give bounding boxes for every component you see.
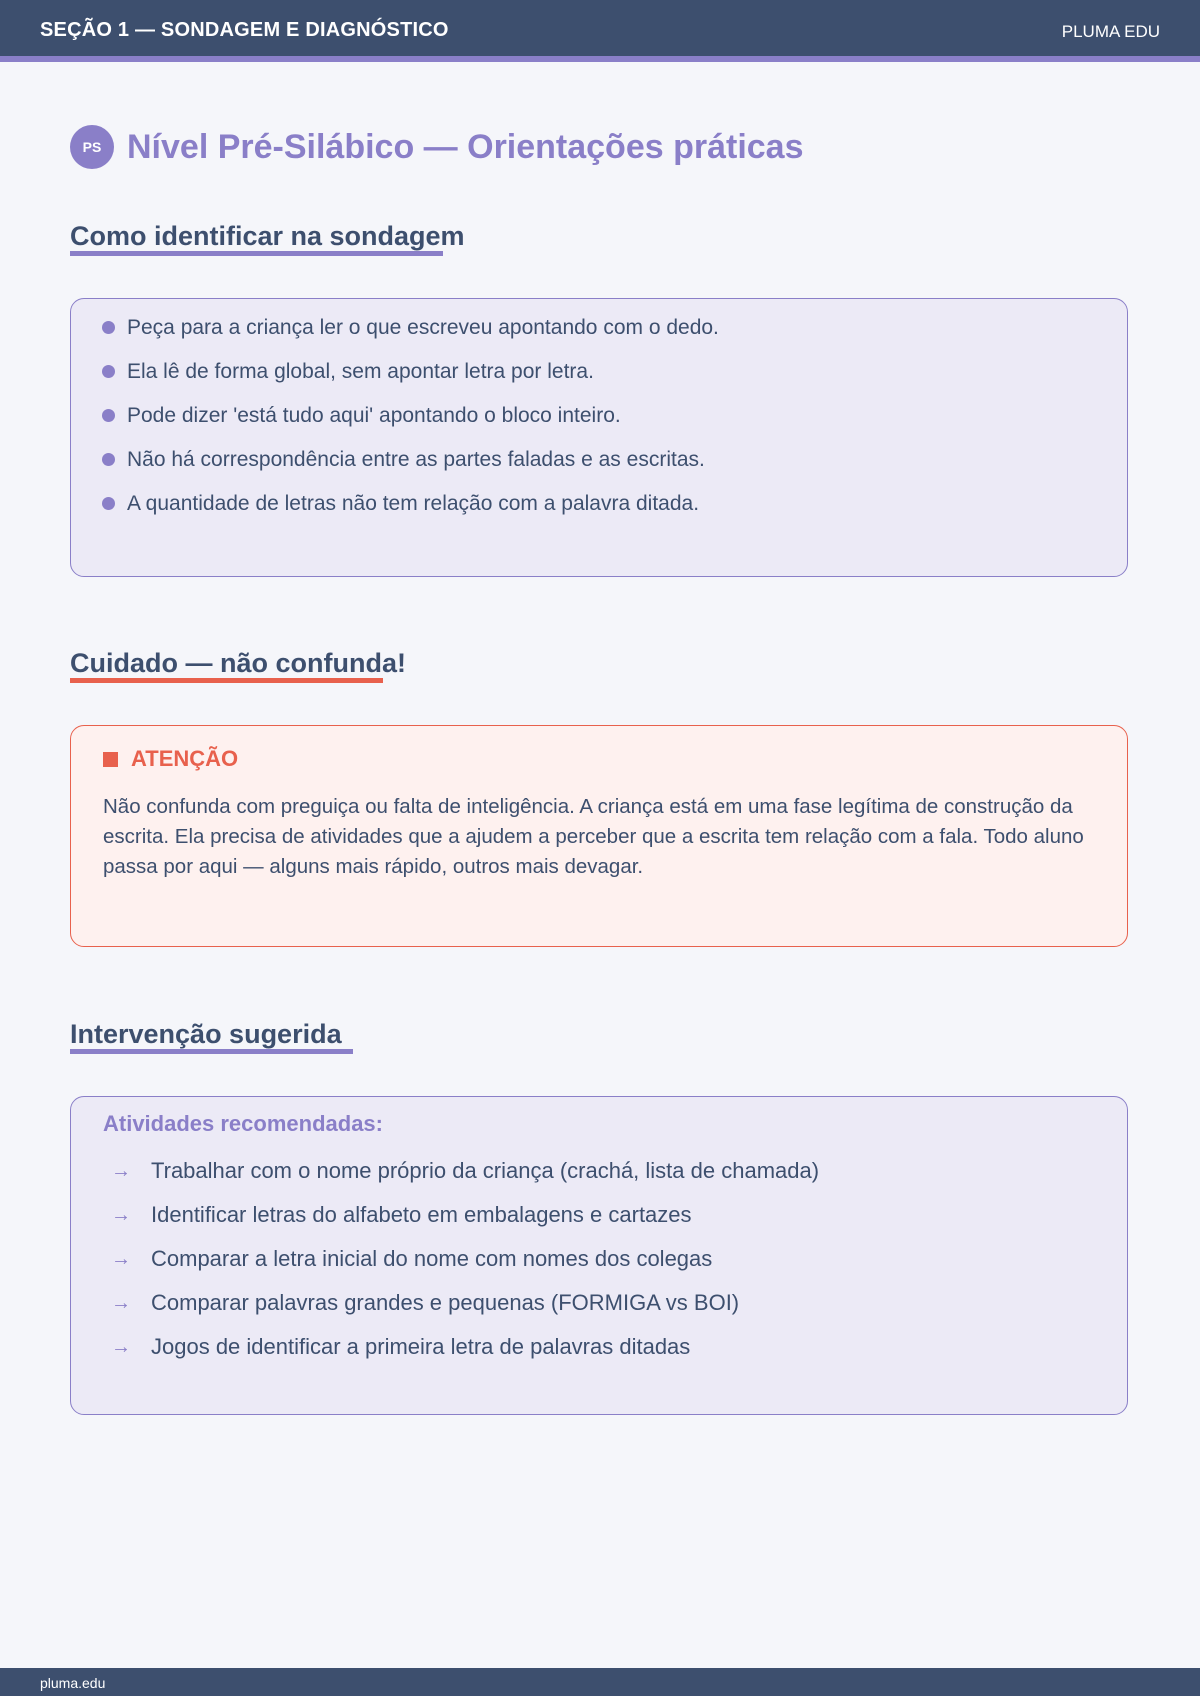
arrow-right-icon: → bbox=[111, 1248, 131, 1270]
identify-list bbox=[71, 299, 1127, 526]
footer-url: pluma.edu bbox=[40, 1675, 106, 1691]
bullet-dot-icon bbox=[102, 453, 115, 466]
title-row bbox=[70, 124, 804, 170]
warning-title bbox=[103, 746, 238, 772]
warning-label: ATENÇÃO bbox=[131, 746, 239, 771]
list-item: Não há correspondência entre as partes faladas e as escritas. bbox=[71, 438, 1127, 482]
arrow-right-icon: → bbox=[111, 1336, 131, 1358]
list-item: Peça para a criança ler o que escreveu apontando com o dedo. bbox=[71, 306, 1127, 350]
identify-box bbox=[70, 298, 1128, 577]
caution-box bbox=[70, 725, 1128, 947]
identify-heading: Como identificar na sondagem bbox=[70, 221, 465, 251]
page-header bbox=[0, 0, 1200, 62]
section-label: SEÇÃO 1 — SONDAGEM E DIAGNÓSTICO bbox=[40, 19, 449, 41]
bullet-dot-icon bbox=[102, 365, 115, 378]
arrow-right-icon: → bbox=[111, 1160, 131, 1182]
warning-text: Não confunda com preguiça ou falta de inteligência. A criança está em uma fase legítima de construção da escrita. Ela precisa de atividades que a ajudem a perceber que a escrita tem relação com a fala. Todo aluno passa por aqui — alguns mais rápido, outros mais devagar. bbox=[103, 795, 1084, 878]
arrow-right-icon: → bbox=[111, 1292, 131, 1314]
brand-name: PLUMA EDU bbox=[1061, 22, 1160, 41]
list-item: → Comparar palavras grandes e pequenas (FORMIGA vs BOI) bbox=[71, 1281, 819, 1325]
bullet-dot-icon bbox=[102, 497, 115, 510]
list-item: A quantidade de letras não tem relação com a palavra ditada. bbox=[71, 482, 1127, 526]
list-item: → Identificar letras do alfabeto em embalagens e cartazes bbox=[71, 1193, 819, 1237]
activities-list bbox=[71, 1149, 819, 1369]
intervention-box bbox=[70, 1096, 1128, 1415]
list-item: → Trabalhar com o nome próprio da criança (crachá, lista de chamada) bbox=[71, 1149, 819, 1193]
identify-heading-underline bbox=[70, 251, 443, 256]
arrow-right-icon: → bbox=[111, 1204, 131, 1226]
page-title: Nível Pré-Silábico — Orientações práticas bbox=[127, 127, 804, 166]
list-item: Ela lê de forma global, sem apontar letra por letra. bbox=[71, 350, 1127, 394]
bullet-dot-icon bbox=[102, 321, 115, 334]
list-item: → Jogos de identificar a primeira letra de palavras ditadas bbox=[71, 1325, 819, 1369]
list-item: → Comparar a letra inicial do nome com nomes dos colegas bbox=[71, 1237, 819, 1281]
list-item: Pode dizer 'está tudo aqui' apontando o bloco inteiro. bbox=[71, 394, 1127, 438]
caution-heading-underline bbox=[70, 678, 383, 683]
intervention-heading-underline bbox=[70, 1049, 353, 1054]
intervention-heading: Intervenção sugerida bbox=[70, 1019, 342, 1049]
level-badge: PS bbox=[70, 125, 114, 169]
bullet-dot-icon bbox=[102, 409, 115, 422]
page-footer bbox=[0, 1668, 1200, 1696]
activities-title: Atividades recomendadas: bbox=[103, 1111, 383, 1136]
warning-square-icon bbox=[103, 752, 118, 767]
caution-heading: Cuidado — não confunda! bbox=[70, 648, 406, 678]
